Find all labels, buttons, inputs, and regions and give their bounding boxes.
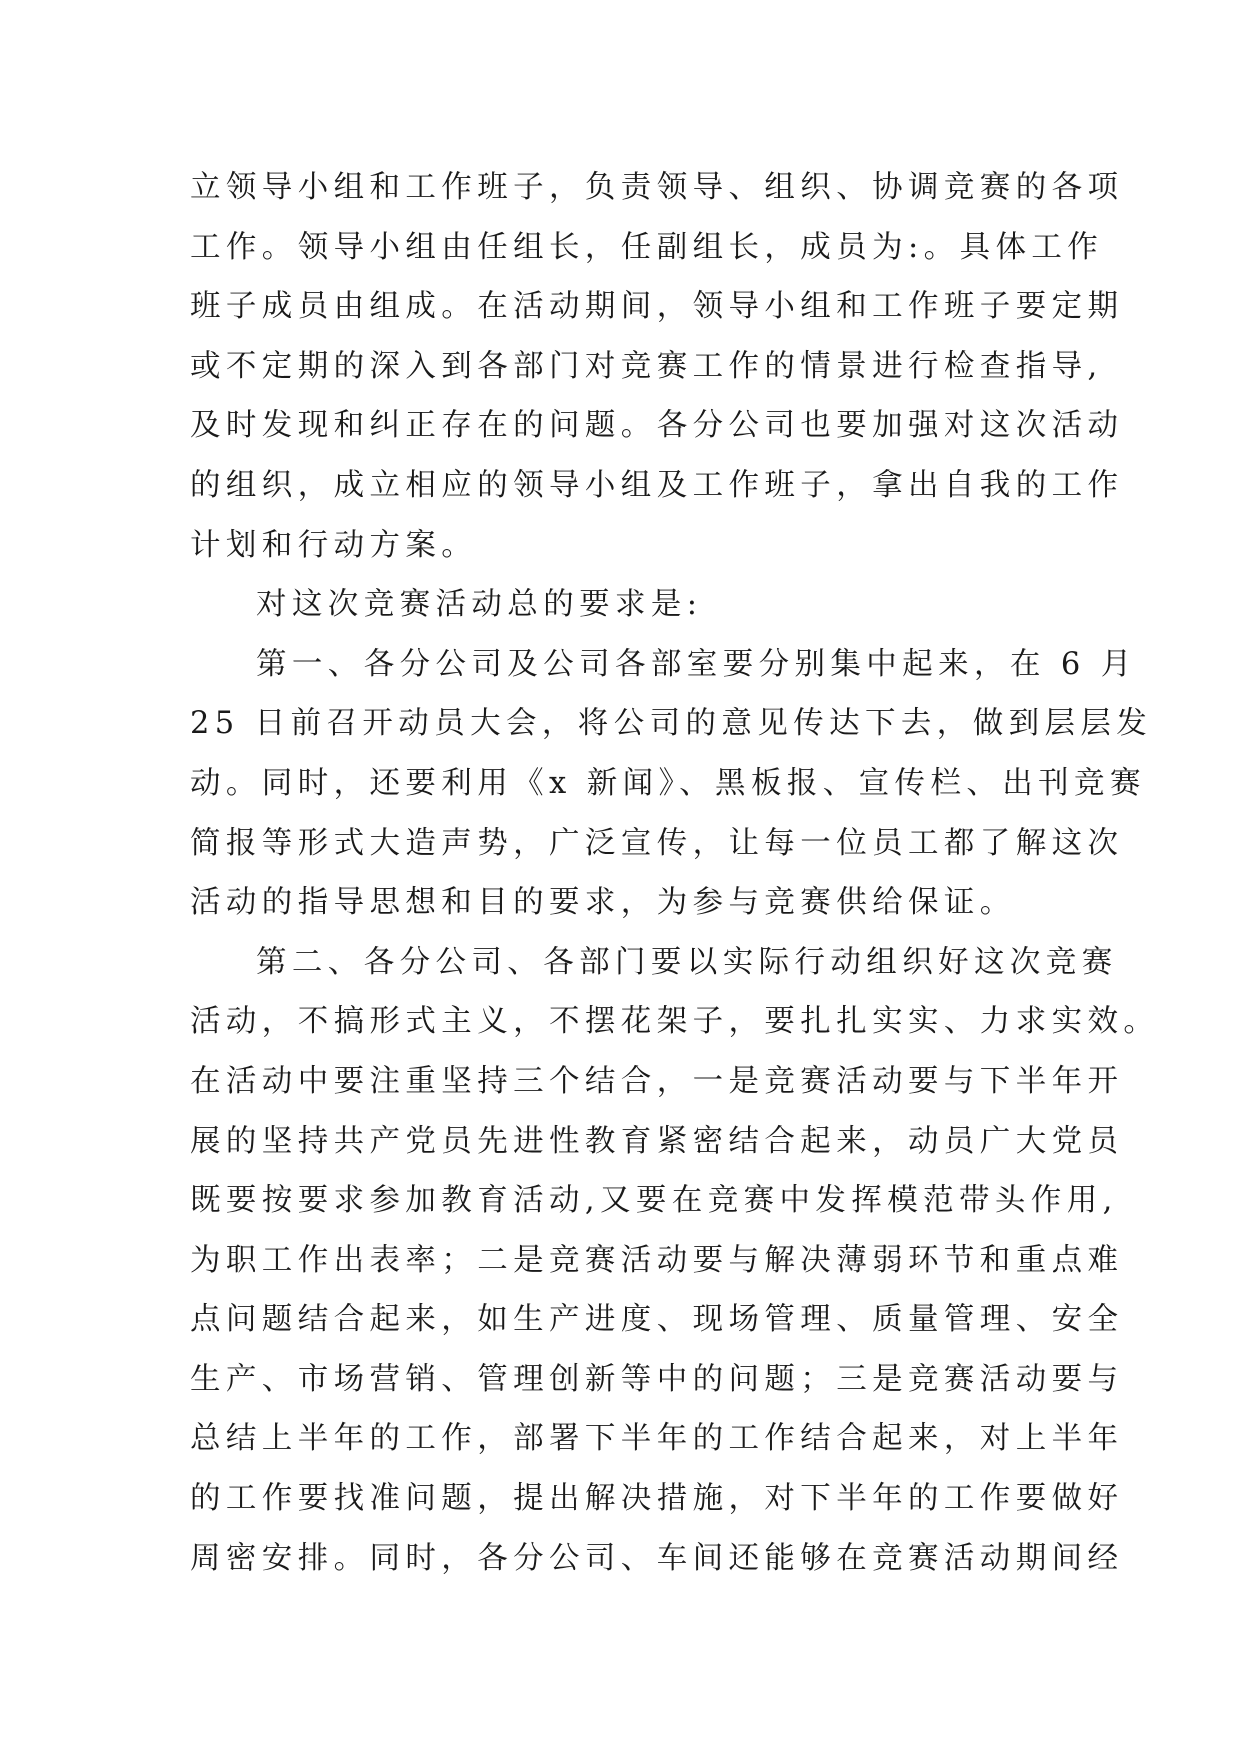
text-line: 的组织，成立相应的领导小组及工作班子，拿出自我的工作	[190, 467, 1124, 503]
text-line: 生产、市场营销、管理创新等中的问题；三是竞赛活动要与	[190, 1361, 1124, 1397]
text-line: 计划和行动方案。	[190, 527, 478, 563]
text-line: 及时发现和纠正存在的问题。各分公司也要加强对这次活动	[190, 408, 1124, 444]
text-line: 点问题结合起来，如生产进度、现场管理、质量管理、安全	[190, 1302, 1124, 1338]
text-line: 工作。领导小组由任组长，任副组长，成员为:。具体工作	[190, 229, 1104, 265]
text-line: 动。同时，还要利用《x 新闻》、黑板报、宣传栏、出刊竞赛	[190, 765, 1146, 801]
text-line: 的工作要找准问题，提出解决措施，对下半年的工作要做好	[190, 1481, 1124, 1517]
text-line: 班子成员由组成。在活动期间，领导小组和工作班子要定期	[190, 289, 1124, 325]
text-line: 活动的指导思想和目的要求，为参与竞赛供给保证。	[190, 885, 1016, 921]
text-line: 总结上半年的工作，部署下半年的工作结合起来，对上半年	[190, 1421, 1124, 1457]
text-line: 展的坚持共产党员先进性教育紧密结合起来，动员广大党员	[190, 1123, 1124, 1159]
text-line: 周密安排。同时，各分公司、车间还能够在竞赛活动期间经	[190, 1540, 1124, 1576]
text-line: 为职工作出表率；二是竞赛活动要与解决薄弱环节和重点难	[190, 1242, 1124, 1278]
text-line: 第一、各分公司及公司各部室要分别集中起来，在 6 月	[256, 646, 1137, 682]
text-line: 或不定期的深入到各部门对竞赛工作的情景进行检查指导,	[190, 348, 1103, 384]
text-line: 立领导小组和工作班子，负责领导、组织、协调竞赛的各项	[190, 170, 1124, 205]
text-line: 在活动中要注重坚持三个结合，一是竞赛活动要与下半年开	[190, 1063, 1124, 1099]
text-line: 简报等形式大造声势，广泛宣传，让每一位员工都了解这次	[190, 825, 1124, 861]
text-line: 对这次竞赛活动总的要求是:	[256, 587, 703, 623]
text-line: 活动，不搞形式主义，不摆花架子，要扎扎实实、力求实效。	[190, 1004, 1160, 1040]
text-line: 25 日前召开动员大会，将公司的意见传达下去，做到层层发	[190, 706, 1153, 742]
text-line: 第二、各分公司、各部门要以实际行动组织好这次竞赛	[256, 944, 1118, 980]
text-line: 既要按要求参加教育活动,又要在竞赛中发挥模范带头作用,	[190, 1183, 1118, 1219]
document-body	[190, 158, 1160, 1588]
